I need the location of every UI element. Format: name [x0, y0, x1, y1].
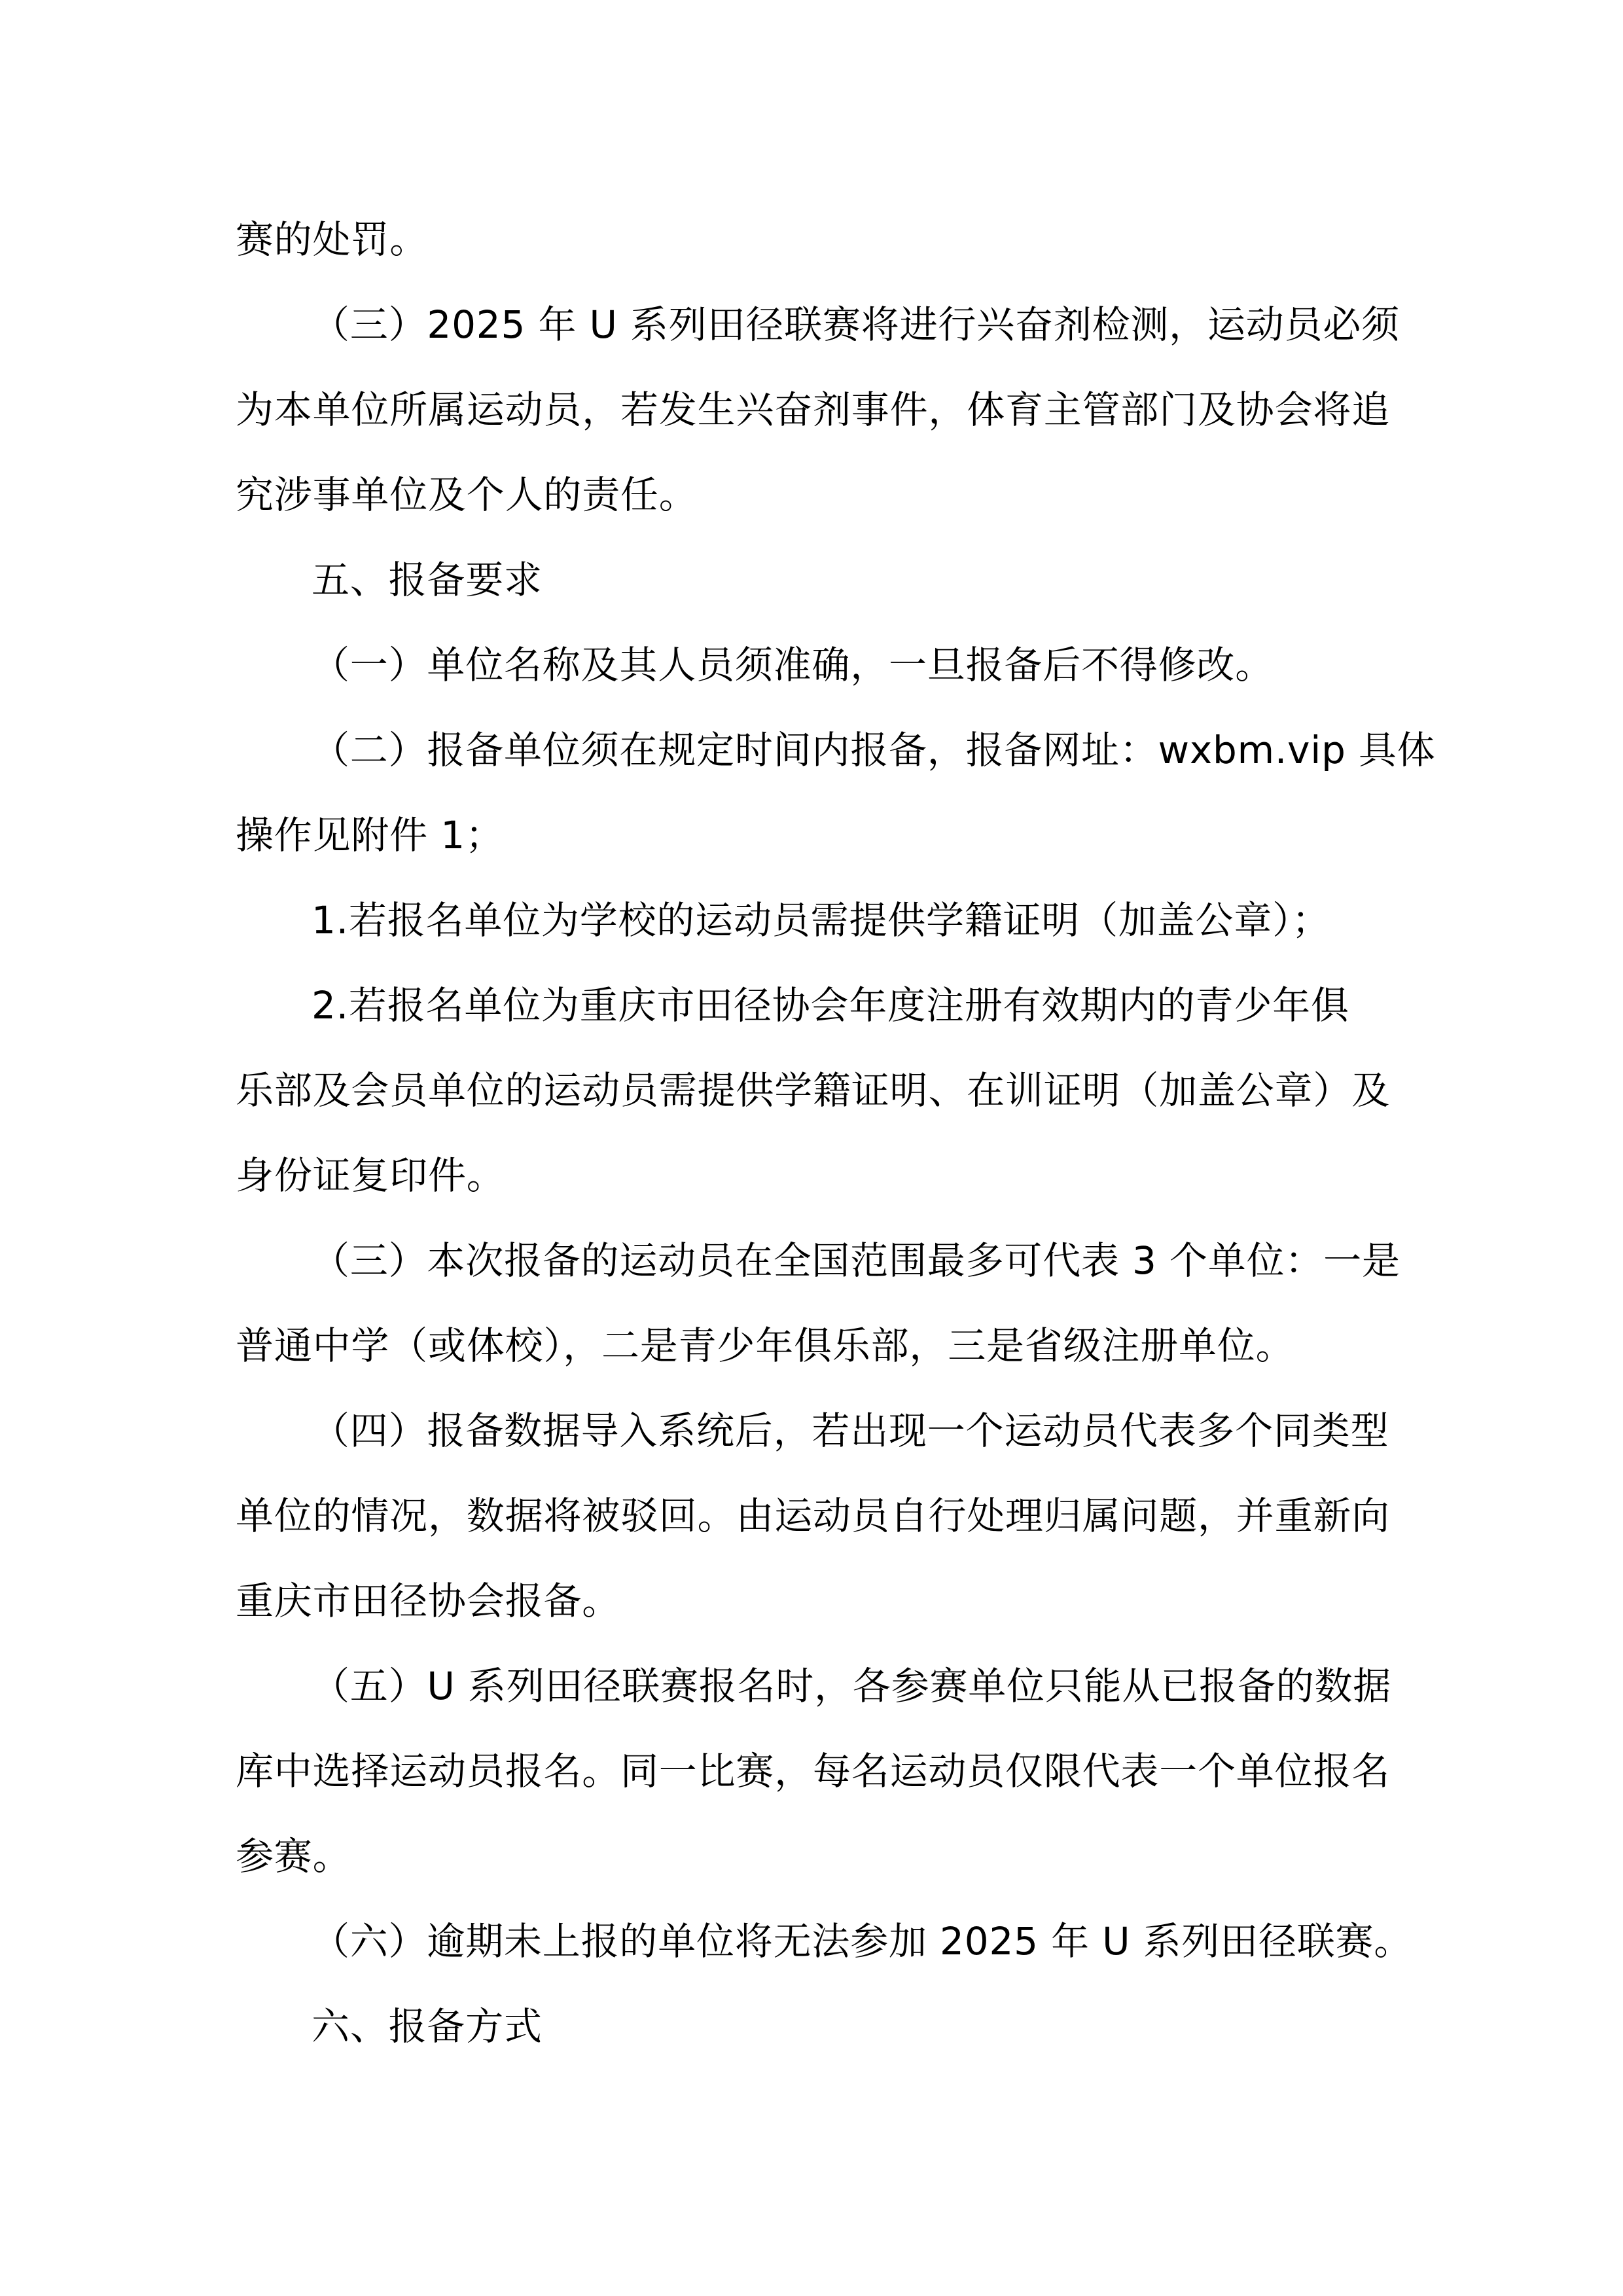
body-text-line: （五）U 系列田径联赛报名时，各参赛单位只能从已报备的数据: [312, 1664, 1392, 1708]
body-text-line: （三）本次报备的运动员在全国范围最多可代表 3 个单位：一是: [312, 1238, 1400, 1283]
body-text-line: 重庆市田径协会报备。: [236, 1579, 621, 1623]
body-text-line: 乐部及会员单位的运动员需提供学籍证明、在训证明（加盖公章）及: [236, 1068, 1391, 1113]
section-heading-line: 五、报备要求: [312, 558, 543, 602]
body-text-line: （一）单位名称及其人员须准确，一旦报备后不得修改。: [312, 643, 1274, 687]
body-text-line: （二）报备单位须在规定时间内报备，报备网址：wxbm.vip 具体: [312, 728, 1436, 772]
body-text-line: 普通中学（或体校），二是青少年俱乐部，三是省级注册单位。: [236, 1323, 1294, 1368]
body-text-line: 身份证复印件。: [236, 1153, 505, 1198]
body-text-line: （六）逾期未上报的单位将无法参加 2025 年 U 系列田径联赛。: [312, 1919, 1413, 1964]
body-text-line: 1.若报名单位为学校的运动员需提供学籍证明（加盖公章）；: [312, 898, 1330, 942]
section-heading-line: 六、报备方式: [312, 2004, 543, 2049]
document-text-block: [236, 197, 1436, 2069]
body-text-line: 库中选择运动员报名。同一比赛，每名运动员仅限代表一个单位报名: [236, 1749, 1391, 1793]
body-text-line: 单位的情况，数据将被驳回。由运动员自行处理归属问题，并重新向: [236, 1494, 1391, 1538]
body-text-line: （四）报备数据导入系统后，若出现一个运动员代表多个同类型: [312, 1408, 1389, 1453]
body-text-line: 2.若报名单位为重庆市田径协会年度注册有效期内的青少年俱: [312, 983, 1349, 1028]
body-text-line: 参赛。: [236, 1834, 351, 1878]
body-text-line: 赛的处罚。: [236, 217, 429, 262]
body-text-line: 操作见附件 1；: [236, 813, 504, 857]
body-text-line: （三）2025 年 U 系列田径联赛将进行兴奋剂检测，运动员必须: [312, 302, 1400, 347]
body-text-line: 为本单位所属运动员，若发生兴奋剂事件，体育主管部门及协会将追: [236, 387, 1391, 432]
body-text-line: 究涉事单位及个人的责任。: [236, 473, 698, 517]
